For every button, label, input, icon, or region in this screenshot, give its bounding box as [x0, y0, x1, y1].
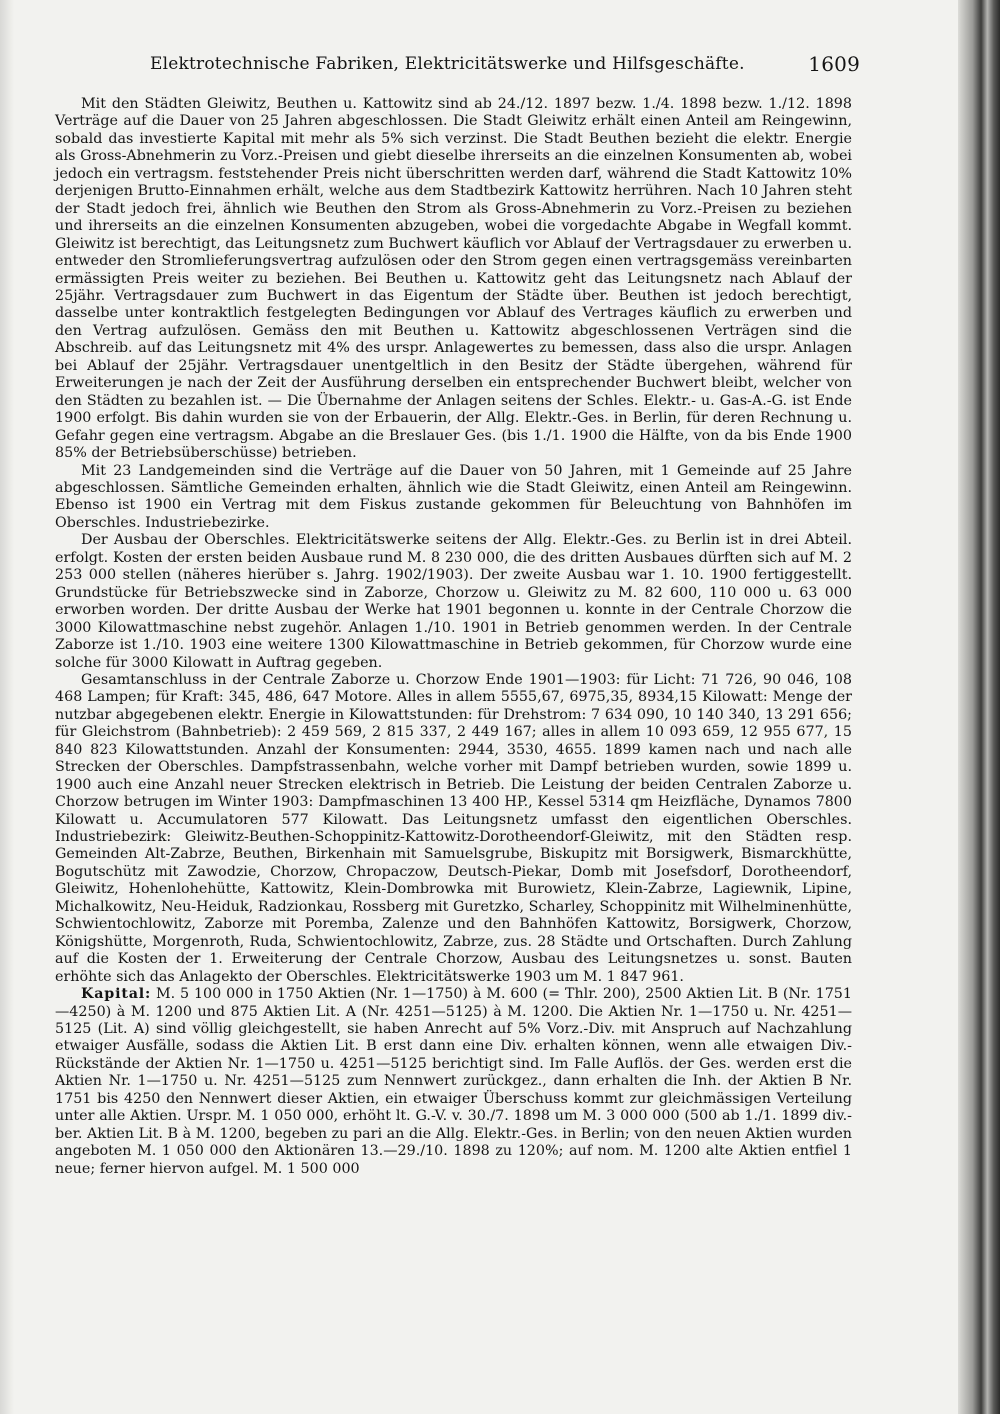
- paragraph-city-contracts: Mit den Städten Gleiwitz, Beuthen u. Kattowitz sind ab 24./12. 1897 bezw. 1./4. 1898 bezw. 1./12. 1898 Verträge auf die Dauer von 25 Jahren abgeschlossen. Die Stadt Gleiwitz erhält einen Anteil am Reingewinn, sobald das investierte Kapital mit mehr als 5% sich verzinst. Die Stadt Beuthen bezieht die elektr. Energie als Gross-Abnehmerin zu Vorz.-Preisen und giebt dieselbe ihrerseits an die einzelnen Konsumenten ab, wobei jedoch ein vertragsm. feststehender Preis nicht überschritten werden darf, während die Stadt Kattowitz 10% derjenigen Brutto-Einnahmen erhält, welche aus dem Stadtbezirk Kattowitz herrühren. Nach 10 Jahren steht der Stadt jedoch frei, ähnlich wie Beuthen den Strom als Gross-Abnehmerin zu Vorz.-Preisen zu beziehen und ihrerseits an die einzelnen Konsumenten abzugeben, wobei die vorgedachte Abgabe in Wegfall kommt. Gleiwitz ist berechtigt, das Leitungsnetz zum Buchwert käuflich vor Ablauf der Vertragsdauer zu erwerben u. entweder den Stromlieferungsvertrag aufzulösen oder den Strom gegen einen vertragsgemäss vereinbarten ermässigten Preis weiter zu beziehen. Bei Beuthen u. Kattowitz geht das Leitungsnetz nach Ablauf der 25jähr. Vertragsdauer zum Buchwert in das Eigentum der Städte über. Beuthen ist jedoch berechtigt, dasselbe unter kontraktlich festgelegten Bedingungen vor Ablauf des Vertrages käuflich zu erwerben und den Vertrag aufzulösen. Gemäss den mit Beuthen u. Kattowitz abgeschlossenen Verträgen sind die Abschreib. auf das Leitungsnetz mit 4% des urspr. Anlagewertes zu bemessen, dass also die urspr. Anlagen bei Ablauf der 25jähr. Vertragsdauer unentgeltlich in den Besitz der Städte übergehen, während für Erweiterungen je nach der Zeit der Ausführung derselben ein entsprechender Buchwert bleibt, welcher von den Städten zu bezahlen ist. — Die Übernahme der Anlagen seitens der Schles. Elektr.- u. Gas-A.-G. ist Ende 1900 erfolgt. Bis dahin wurden sie von der Erbauerin, der Allg. Elektr.-Ges. in Berlin, für deren Rechnung u. Gefahr gegen eine vertragsm. Abgabe an die Breslauer Ges. (bis 1./1. 1900 die Hälfte, von da bis Ende 1900 85% der Betriebsüberschüsse) betrieben.: [55, 96, 852, 462]
- paragraph-capital: [55, 986, 852, 1178]
- capital-text: M. 5 100 000 in 1750 Aktien (Nr. 1—1750) à M. 600 (= Thlr. 200), 2500 Aktien Lit. B (Nr. 1751—4250) à M. 1200 und 875 Aktien Lit. A (Nr. 4251—5125) à M. 1200. Die Aktien Nr. 1—1750 u. Nr. 4251—5125 (Lit. A) sind völlig gleichgestellt, sie haben Anrecht auf 5% Vorz.-Div. mit Anspruch auf Nachzahlung etwaiger Ausfälle, sodass die Aktien Lit. B erst dann eine Div. erhalten können, wenn alle etwaigen Div.-Rückstände der Aktien Nr. 1—1750 u. 4251—5125 berichtigt sind. Im Falle Auflös. der Ges. werden erst die Aktien Nr. 1—1750 u. Nr. 4251—5125 zum Nennwert zurückgez., dann erhalten die Inh. der Aktien B Nr. 1751 bis 4250 den Nennwert dieser Aktien, ein etwaiger Überschuss kommt zur gleichmässigen Verteilung unter alle Aktien. Urspr. M. 1 050 000, erhöht lt. G.-V. v. 30./7. 1898 um M. 3 000 000 (500 ab 1./1. 1899 div.-ber. Aktien Lit. B à M. 1200, begeben zu pari an die Allg. Elektr.-Ges. in Berlin; von den neuen Aktien wurden angeboten M. 1 050 000 den Aktionären 13.—29./10. 1898 zu 120%; auf nom. M. 1200 alte Aktien entfiel 1 neue; ferner hiervon aufgel. M. 1 500 000: [55, 986, 852, 1177]
- paragraph-rural-contracts: Mit 23 Landgemeinden sind die Verträge auf die Dauer von 50 Jahren, mit 1 Gemeinde auf 25 Jahre abgeschlossen. Sämtliche Gemeinden erhalten, ähnlich wie die Stadt Gleiwitz, einen Anteil am Reingewinn. Ebenso ist 1900 ein Vertrag mit dem Fiskus zustande gekommen für Beleuchtung von Bahnhöfen im Oberschles. Industriebezirke.: [55, 462, 852, 531]
- page-number: 1609: [808, 52, 860, 76]
- paragraph-expansion: Der Ausbau der Oberschles. Elektricitätswerke seitens der Allg. Elektr.-Ges. zu Berlin ist in drei Abteil. erfolgt. Kosten der ersten beiden Ausbaue rund M. 8 230 000, die des dritten Ausbaues dürften sich auf M. 2 253 000 stellen (näheres hierüber s. Jahrg. 1902/1903). Der zweite Ausbau war 1. 10. 1900 fertiggestellt. Grundstücke für Betriebszwecke sind in Zaborze, Chorzow u. Gleiwitz zu M. 82 600, 110 000 u. 63 000 erworben worden. Der dritte Ausbau der Werke hat 1901 begonnen u. konnte in der Centrale Chorzow die 3000 Kilowattmaschine nebst zugehör. Anlagen 1./10. 1901 in Betrieb genommen werden. In der Centrale Zaborze ist 1./10. 1903 eine weitere 1300 Kilowattmaschine in Betrieb gekommen, für Chorzow wurde eine solche für 3000 Kilowatt in Auftrag gegeben.: [55, 532, 852, 671]
- article-body: [55, 96, 852, 1396]
- paragraph-connections: Gesamtanschluss in der Centrale Zaborze u. Chorzow Ende 1901—1903: für Licht: 71 726, 90 046, 108 468 Lampen; für Kraft: 345, 486, 647 Motore. Alles in allem 5555,67, 6975,35, 8934,15 Kilowatt: Menge der nutzbar abgegebenen elektr. Energie in Kilowattstunden: für Drehstrom: 7 634 090, 10 140 340, 13 291 656; für Gleichstrom (Bahnbetrieb): 2 459 569, 2 815 337, 2 449 167; alles in allem 10 093 659, 12 955 677, 15 840 823 Kilowattstunden. Anzahl der Konsumenten: 2944, 3530, 4655. 1899 kamen nach und nach alle Strecken der Oberschles. Dampfstrassenbahn, welche vorher mit Dampf betrieben wurden, sowie 1899 u. 1900 auch eine Anzahl neuer Strecken elektrisch in Betrieb. Die Leistung der beiden Centralen Zaborze u. Chorzow betrugen im Winter 1903: Dampfmaschinen 13 400 HP., Kessel 5314 qm Heizfläche, Dynamos 7800 Kilowatt u. Accumulatoren 577 Kilowatt. Das Leitungsnetz umfasst den eigentlichen Oberschles. Industriebezirk: Gleiwitz-Beuthen-Schoppinitz-Kattowitz-Dorotheendorf-Gleiwitz, mit den Städten resp. Gemeinden Alt-Zabrze, Beuthen, Birkenhain mit Samuelsgrube, Biskupitz mit Borsigwerk, Bismarckhütte, Bogutschütz mit Zawodzie, Chorzow, Chropaczow, Deutsch-Piekar, Domb mit Josefsdorf, Dorotheendorf, Gleiwitz, Hohenlohehütte, Kattowitz, Klein-Dombrowka mit Burowietz, Klein-Zabrze, Lagiewnik, Lipine, Michalkowitz, Neu-Heiduk, Radzionkau, Rossberg mit Guretzko, Scharley, Schoppinitz mit Wilhelminenhütte, Schwientochlowitz, Zaborze mit Poremba, Zalenze und den Bahnhöfen Kattowitz, Borsigwerk, Chorzow, Königshütte, Morgenroth, Ruda, Schwientochlowitz, Zabrze, zus. 28 Städte und Ortschaften. Durch Zahlung auf die Kosten der 1. Erweiterung der Centrale Chorzow, Ausbau des Leitungsnetzes u. sonst. Bauten erhöhte sich das Anlagekto der Oberschles. Elektricitätswerke 1903 um M. 1 847 961.: [55, 671, 852, 985]
- capital-label: Kapital:: [81, 986, 152, 1003]
- running-title: Elektrotechnische Fabriken, Elektricitätswerke und Hilfsgeschäfte.: [150, 54, 745, 74]
- scan-binding-edge: [958, 0, 1000, 1414]
- page-header: [150, 48, 860, 88]
- scan-edge-left: [0, 0, 14, 1414]
